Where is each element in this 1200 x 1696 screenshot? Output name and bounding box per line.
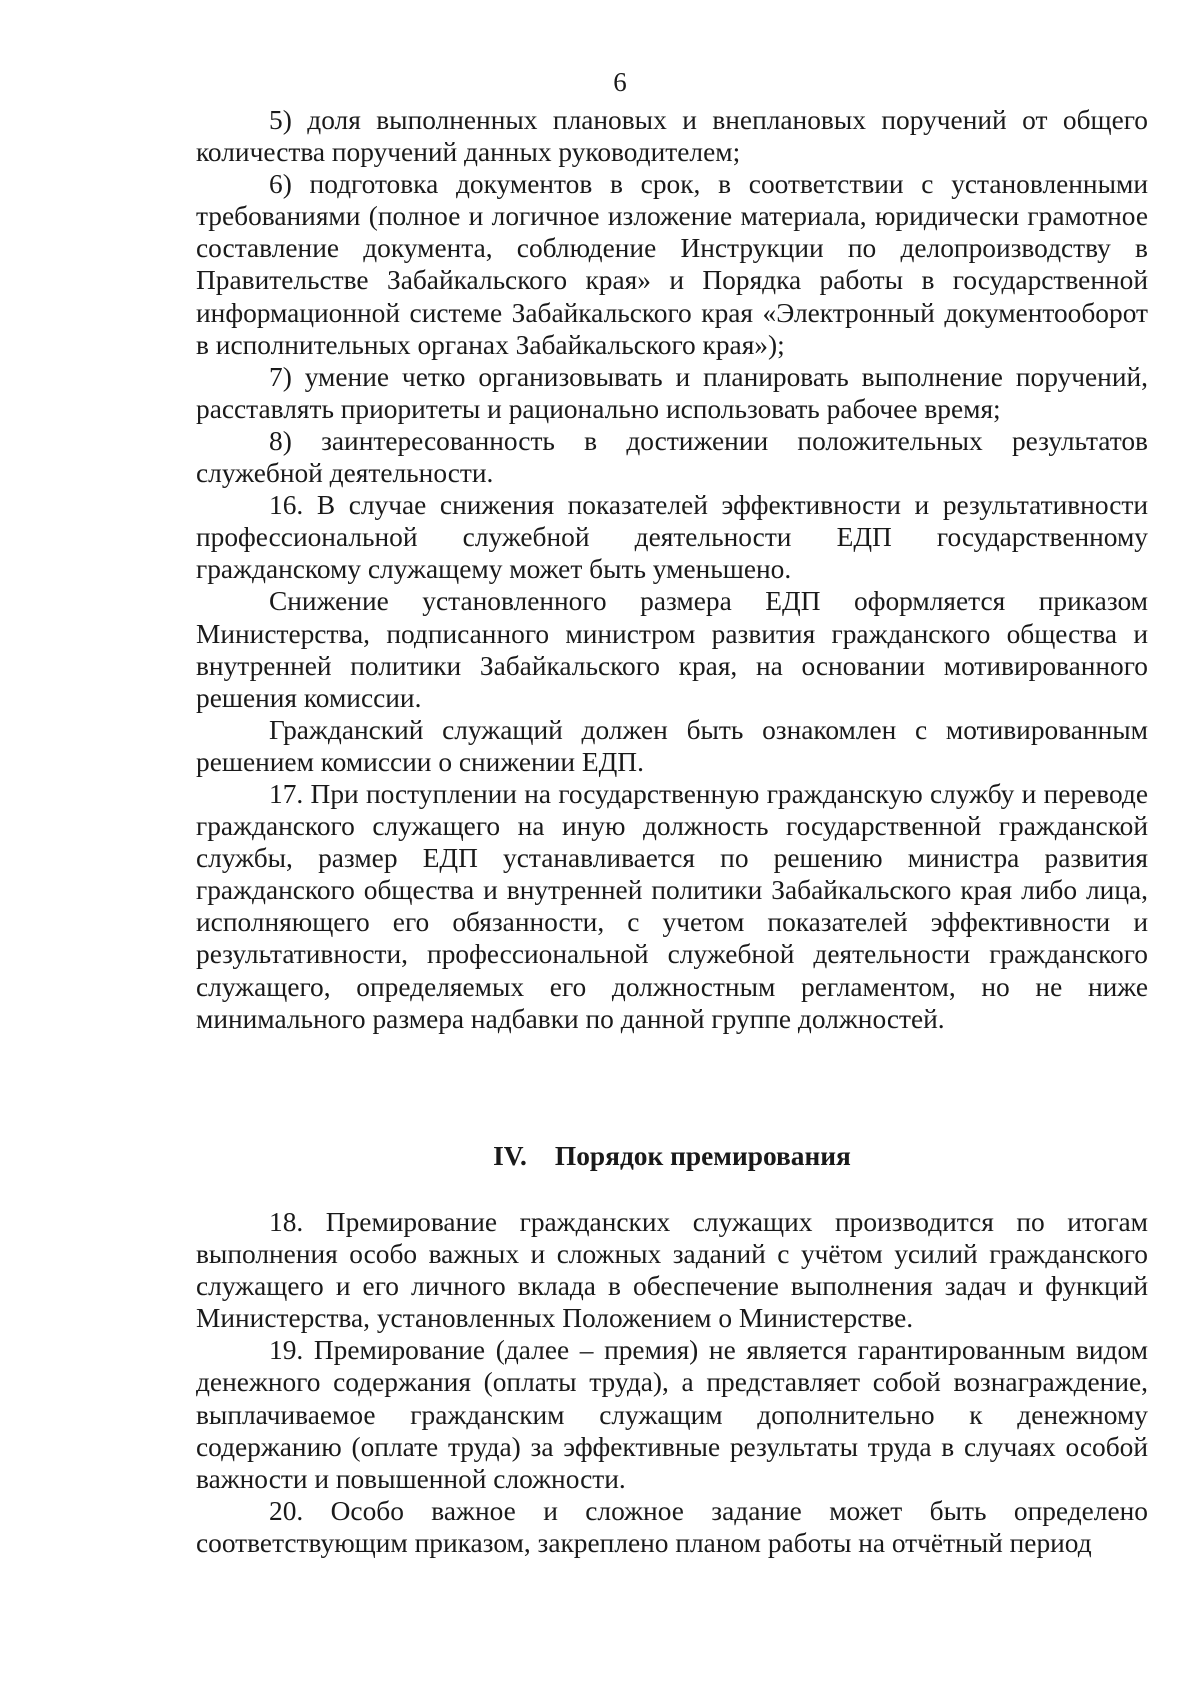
paragraph-clause-20: 20. Особо важное и сложное задание может быть определено соответствующим приказом, закреплено планом работы на отчётный период bbox=[196, 1495, 1148, 1558]
page-number: 6 bbox=[613, 67, 627, 97]
section-number: IV. bbox=[493, 1141, 527, 1171]
paragraph-item-6: 6) подготовка документов в срок, в соответствии с установленными требованиями (полное и логичное изложение материала, юридически грамотное составление документа, соблюдение Инструкции по делопроизводству в Правительстве Забайкальского края» и Порядка работы в государственной информационной системе Забайкальского края «Электронный документооборот в исполнительных органах Забайкальского края»); bbox=[196, 169, 1148, 360]
paragraph-reduction-order: Снижение установленного размера ЕДП оформляется приказом Министерства, подписанного министром развития гражданского общества и внутренней политики Забайкальского края, на основании мотивированного решения комиссии. bbox=[196, 586, 1148, 713]
body-text-top bbox=[196, 104, 1148, 1035]
paragraph-clause-18: 18. Премирование гражданских служащих производится по итогам выполнения особо важных и сложных заданий с учётом усилий гражданского служащего и его личного вклада в обеспечение выполнения задач и функций Министерства, установленных Положением о Министерстве. bbox=[196, 1207, 1148, 1334]
paragraph-item-5: 5) доля выполненных плановых и внеплановых поручений от общего количества поручений данных руководителем; bbox=[196, 105, 1148, 168]
paragraph-item-7: 7) умение четко организовывать и планировать выполнение поручений, расставлять приоритеты и рационально использовать рабочее время; bbox=[196, 361, 1148, 424]
section-title: Порядок премирования bbox=[554, 1141, 851, 1171]
paragraph-clause-16: 16. В случае снижения показателей эффективности и результативности профессиональной служебной деятельности ЕДП государственному гражданскому служащему может быть уменьшено. bbox=[196, 490, 1148, 585]
paragraph-clause-17: 17. При поступлении на государственную гражданскую службу и переводе гражданского служащего на иную должность государственной гражданской службы, размер ЕДП устанавливается по решению министра развития гражданского общества и внутренней политики Забайкальского края либо лица, исполняющего его обязанности, с учетом показателей эффективности и результативности, профессиональной служебной деятельности гражданского служащего, определяемых его должностным регламентом, но не ниже минимального размера надбавки по данной группе должностей. bbox=[196, 778, 1148, 1034]
section-heading bbox=[196, 1140, 1148, 1172]
paragraph-clause-19: 19. Премирование (далее – премия) не является гарантированным видом денежного содержания (оплаты труда), а представляет собой вознаграждение, выплачиваемое гражданским служащим дополнительно к денежному содержанию (оплате труда) за эффективные результаты труда в случаях особой важности и повышенной сложности. bbox=[196, 1335, 1148, 1494]
paragraph-item-8: 8) заинтересованность в достижении положительных результатов служебной деятельности. bbox=[196, 425, 1148, 489]
body-text-bottom bbox=[196, 1206, 1148, 1559]
paragraph-acquaintance: Гражданский служащий должен быть ознакомлен с мотивированным решением комиссии о снижении ЕДП. bbox=[196, 714, 1148, 777]
